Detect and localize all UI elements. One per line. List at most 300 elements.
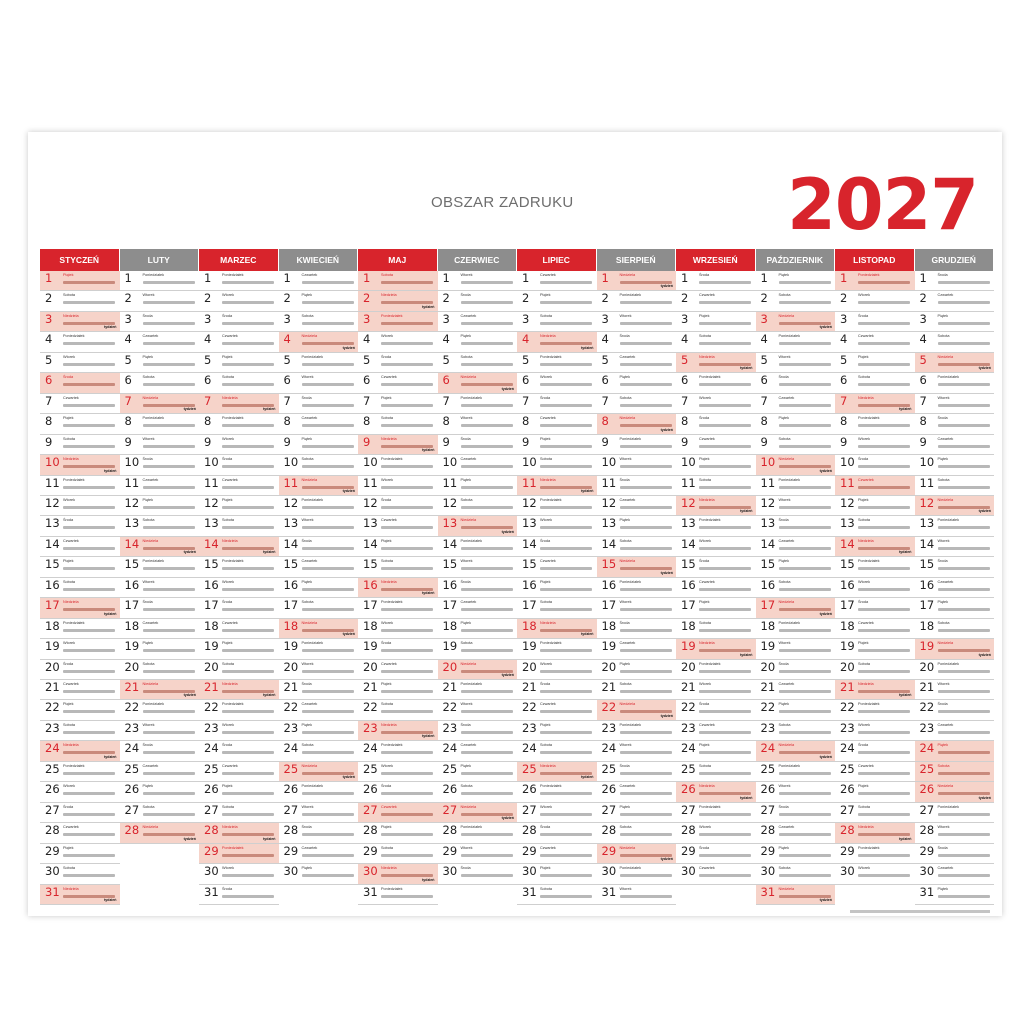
day-number: 31	[601, 884, 617, 899]
day-number: 25	[919, 761, 935, 776]
week-number: tydzień	[104, 754, 117, 759]
day-number: 13	[840, 516, 855, 531]
day-cell	[517, 312, 597, 332]
weekday-name: Czwartek	[699, 866, 715, 871]
day-number: 16	[363, 577, 378, 592]
weekday-name: Czwartek	[858, 763, 874, 768]
weekday-name: Sobota	[858, 661, 871, 666]
name-day-text	[938, 833, 990, 836]
weekday-name: Piątek	[63, 416, 74, 421]
name-day-text	[381, 772, 433, 775]
name-day-text	[461, 486, 513, 489]
name-day-text	[143, 792, 195, 795]
month-header: STYCZEŃ	[40, 249, 120, 271]
day-number: 30	[919, 864, 935, 879]
weekday-name: Piątek	[540, 722, 551, 727]
day-number: 1	[124, 271, 132, 285]
name-day-text	[779, 506, 831, 509]
weekday-name: Poniedziałek	[142, 702, 165, 707]
day-cell	[915, 578, 995, 598]
day-cell	[756, 741, 836, 761]
name-day-text	[699, 854, 751, 857]
name-day-text	[938, 486, 990, 489]
day-cell	[835, 864, 915, 884]
name-day-text	[779, 547, 831, 550]
day-number: 28	[840, 823, 855, 838]
weekday-name: Niedziela	[937, 354, 954, 359]
weekday-name: Czwartek	[301, 845, 318, 850]
name-day-text	[222, 465, 274, 468]
name-day-text	[699, 751, 751, 754]
weekday-name: Piątek	[63, 559, 74, 564]
day-cell	[120, 291, 200, 311]
day-cell	[40, 803, 120, 823]
day-number: 27	[522, 802, 537, 817]
day-cell	[438, 700, 518, 720]
name-day-text	[779, 486, 831, 489]
day-cell	[835, 557, 915, 577]
day-number: 30	[204, 864, 219, 879]
weekday-name: Niedziela	[381, 293, 397, 298]
day-cell	[597, 476, 677, 496]
name-day-text	[779, 670, 831, 673]
name-day-text	[938, 526, 990, 529]
weekday-name: Poniedziałek	[381, 457, 403, 462]
day-cell	[120, 823, 200, 843]
name-day-text	[779, 567, 831, 570]
day-cell	[120, 271, 200, 291]
weekday-name: Poniedziałek	[937, 661, 960, 666]
day-cell	[358, 312, 438, 332]
day-cell	[40, 291, 120, 311]
day-cell	[279, 660, 359, 680]
day-cell	[676, 864, 756, 884]
weekday-name: Wtorek	[301, 375, 314, 380]
weekday-name: Poniedziałek	[460, 395, 483, 400]
name-day-text	[302, 874, 354, 877]
name-day-text	[938, 281, 990, 284]
weekday-name: Poniedziałek	[301, 784, 324, 789]
day-cell	[358, 557, 438, 577]
weekday-name: Czwartek	[142, 763, 159, 768]
name-day-text	[779, 526, 831, 529]
weekday-name: Środa	[699, 702, 710, 707]
name-day-text	[620, 404, 672, 407]
name-day-text	[540, 731, 592, 734]
day-number: 11	[681, 475, 696, 490]
name-day-text	[620, 342, 672, 345]
weekday-name: Środa	[858, 457, 869, 462]
weekday-name: Niedziela	[301, 763, 318, 768]
day-cell	[199, 639, 279, 659]
day-cell	[915, 598, 995, 618]
day-cell	[279, 721, 359, 741]
name-day-text	[302, 424, 354, 427]
day-cell	[835, 414, 915, 434]
day-number: 17	[45, 598, 60, 613]
name-day-text	[302, 322, 354, 325]
weekday-name: Niedziela	[142, 825, 159, 830]
weekday-name: Środa	[540, 395, 551, 400]
day-number: 9	[204, 434, 212, 449]
day-cell	[915, 271, 995, 291]
day-cell	[279, 803, 359, 823]
day-number: 27	[45, 802, 60, 817]
weekday-name: Środa	[381, 641, 392, 646]
weekday-name: Czwartek	[540, 845, 556, 850]
name-day-text	[699, 731, 751, 734]
name-day-text	[699, 833, 751, 836]
day-cell	[517, 394, 597, 414]
day-number: 13	[919, 516, 935, 531]
day-number: 20	[760, 659, 776, 674]
weekday-name: Środa	[858, 313, 869, 318]
day-cell	[279, 844, 359, 864]
name-day-text	[858, 506, 910, 509]
name-day-text	[620, 465, 672, 468]
day-cell	[915, 332, 995, 352]
day-cell	[279, 271, 359, 291]
day-cell	[199, 741, 279, 761]
day-cell	[40, 885, 120, 905]
name-day-text	[779, 588, 831, 591]
day-number: 19	[45, 639, 60, 654]
day-number: 24	[601, 741, 617, 756]
day-number: 7	[919, 393, 927, 408]
day-number: 10	[363, 455, 378, 470]
day-number: 8	[124, 414, 132, 429]
day-cell	[517, 476, 597, 496]
weekday-name: Niedziela	[301, 477, 318, 482]
day-cell	[597, 332, 677, 352]
weekday-name: Środa	[699, 559, 710, 564]
name-day-text	[461, 506, 513, 509]
day-number: 11	[124, 475, 140, 490]
name-day-text	[222, 731, 274, 734]
day-cell	[40, 639, 120, 659]
day-number: 25	[681, 761, 696, 776]
name-day-text	[779, 854, 831, 857]
day-cell	[756, 332, 836, 352]
weekday-name: Środa	[540, 825, 551, 830]
month-header: WRZESIEŃ	[676, 249, 756, 271]
weekday-name: Niedziela	[778, 886, 795, 891]
weekday-name: Poniedziałek	[858, 559, 880, 564]
name-day-text	[461, 710, 513, 713]
weekday-name: Czwartek	[699, 436, 715, 441]
week-number: tydzień	[183, 407, 196, 412]
month-header: PAŹDZIERNIK	[756, 249, 836, 271]
name-day-text	[461, 342, 513, 345]
weekday-name: Niedziela	[858, 395, 874, 400]
day-number: 9	[45, 434, 53, 449]
day-number: 21	[522, 680, 537, 695]
day-number: 24	[681, 741, 696, 756]
weekday-name: Sobota	[63, 866, 76, 871]
name-day-text	[779, 731, 831, 734]
day-number: 15	[681, 557, 696, 572]
name-day-text	[143, 301, 195, 304]
weekday-name: Sobota	[619, 538, 632, 543]
weekday-name: Sobota	[460, 641, 473, 646]
day-cell	[756, 557, 836, 577]
weekday-name: Piątek	[460, 763, 472, 768]
day-cell	[597, 271, 677, 291]
day-cell	[517, 864, 597, 884]
day-cell	[597, 516, 677, 536]
day-number: 5	[283, 352, 291, 367]
day-number: 28	[681, 823, 696, 838]
weekday-name: Wtorek	[619, 600, 632, 605]
day-number: 16	[124, 577, 140, 592]
day-cell	[835, 476, 915, 496]
weekday-name: Czwartek	[619, 784, 636, 789]
day-number: 31	[204, 884, 219, 899]
day-number: 17	[601, 598, 617, 613]
day-cell	[517, 537, 597, 557]
name-day-text	[381, 629, 433, 632]
weekday-name: Poniedziałek	[858, 416, 880, 421]
weekday-name: Niedziela	[63, 743, 79, 748]
day-cell	[120, 353, 200, 373]
weekday-name: Wtorek	[460, 559, 473, 564]
weekday-name: Poniedziałek	[699, 661, 721, 666]
weekday-name: Czwartek	[937, 722, 954, 727]
day-cell	[438, 476, 518, 496]
weekday-name: Wtorek	[540, 518, 553, 523]
weekday-name: Poniedziałek	[858, 845, 880, 850]
day-cell	[40, 660, 120, 680]
name-day-text	[461, 301, 513, 304]
weekday-name: Niedziela	[540, 763, 556, 768]
day-number: 31	[45, 884, 60, 899]
day-cell	[517, 721, 597, 741]
day-number: 8	[522, 414, 530, 429]
day-number: 24	[363, 741, 378, 756]
day-cell	[915, 373, 995, 393]
day-number: 1	[760, 271, 768, 285]
day-cell	[120, 700, 200, 720]
day-cell	[676, 332, 756, 352]
day-number: 6	[204, 373, 212, 388]
day-cell	[438, 680, 518, 700]
day-number: 11	[840, 475, 855, 490]
day-number: 25	[283, 761, 299, 776]
day-number: 10	[124, 455, 140, 470]
day-cell	[835, 700, 915, 720]
day-number: 17	[919, 598, 935, 613]
name-day-text	[63, 854, 115, 857]
day-cell	[835, 373, 915, 393]
name-day-text	[620, 486, 672, 489]
day-number: 18	[681, 618, 696, 633]
day-cell	[915, 455, 995, 475]
day-cell	[120, 496, 200, 516]
weekday-name: Wtorek	[937, 682, 950, 687]
name-day-text	[143, 649, 195, 652]
name-day-text	[302, 710, 354, 713]
day-cell	[756, 414, 836, 434]
day-cell	[199, 578, 279, 598]
name-day-text	[938, 301, 990, 304]
name-day-text	[858, 465, 910, 468]
weekday-name: Wtorek	[778, 354, 791, 359]
weekday-name: Sobota	[778, 579, 791, 584]
weekday-name: Czwartek	[301, 416, 318, 421]
day-number: 28	[919, 823, 935, 838]
weekday-name: Środa	[937, 845, 948, 850]
day-cell	[40, 353, 120, 373]
name-day-text	[540, 792, 592, 795]
name-day-text	[699, 383, 751, 386]
day-cell	[597, 864, 677, 884]
name-day-text	[143, 486, 195, 489]
day-cell	[199, 537, 279, 557]
weekday-name: Niedziela	[699, 784, 715, 789]
day-cell	[756, 496, 836, 516]
day-cell	[676, 557, 756, 577]
day-number: 21	[45, 680, 60, 695]
empty-cell	[438, 885, 518, 905]
weekday-name: Sobota	[858, 804, 871, 809]
day-number: 21	[204, 680, 219, 695]
day-cell	[358, 864, 438, 884]
name-day-text	[222, 854, 274, 857]
day-number: 20	[45, 659, 60, 674]
day-number: 3	[283, 311, 291, 326]
weekday-name: Sobota	[63, 293, 76, 298]
day-cell	[279, 598, 359, 618]
day-number: 6	[681, 373, 689, 388]
weekday-name: Poniedziałek	[222, 845, 244, 850]
name-day-text	[143, 424, 195, 427]
weekday-name: Piątek	[381, 538, 392, 543]
day-cell	[676, 476, 756, 496]
name-day-text	[143, 670, 195, 673]
name-day-text	[63, 383, 115, 386]
weekday-name: Niedziela	[142, 538, 159, 543]
weekday-name: Poniedziałek	[460, 538, 483, 543]
day-cell	[676, 312, 756, 332]
name-day-text	[858, 772, 910, 775]
name-day-text	[540, 363, 592, 366]
day-number: 22	[919, 700, 935, 715]
day-cell	[40, 271, 120, 291]
name-day-text	[938, 342, 990, 345]
day-number: 1	[283, 271, 291, 285]
day-cell	[358, 394, 438, 414]
day-cell	[120, 557, 200, 577]
name-day-text	[381, 854, 433, 857]
week-number: tydzień	[422, 734, 435, 739]
day-cell	[40, 394, 120, 414]
week-number: tydzień	[581, 488, 594, 493]
week-number: tydzień	[978, 795, 991, 800]
day-cell	[756, 578, 836, 598]
day-cell	[756, 476, 836, 496]
weekday-name: Piątek	[937, 743, 949, 748]
day-cell	[279, 496, 359, 516]
name-day-text	[63, 710, 115, 713]
day-number: 22	[760, 700, 776, 715]
weekday-name: Niedziela	[540, 620, 556, 625]
weekday-name: Czwartek	[381, 661, 397, 666]
weekday-name: Sobota	[937, 477, 950, 482]
weekday-name: Niedziela	[222, 538, 238, 543]
day-cell	[756, 639, 836, 659]
weekday-name: Czwartek	[222, 620, 238, 625]
name-day-text	[63, 670, 115, 673]
name-day-text	[381, 486, 433, 489]
day-number: 10	[522, 455, 537, 470]
week-number: tydzień	[581, 345, 594, 350]
day-cell	[597, 844, 677, 864]
day-cell	[756, 271, 836, 291]
day-number: 4	[283, 332, 291, 347]
day-number: 3	[522, 311, 530, 326]
weekday-name: Czwartek	[460, 743, 477, 748]
day-number: 21	[363, 680, 378, 695]
weekday-name: Sobota	[540, 600, 553, 605]
day-number: 25	[363, 761, 378, 776]
name-day-text	[699, 445, 751, 448]
day-cell	[279, 741, 359, 761]
weekday-name: Wtorek	[778, 497, 791, 502]
name-day-text	[381, 506, 433, 509]
day-number: 30	[283, 864, 299, 879]
weekday-name: Środa	[540, 682, 551, 687]
day-cell	[40, 700, 120, 720]
weekday-name: Poniedziałek	[937, 804, 960, 809]
day-number: 6	[840, 373, 848, 388]
weekday-name: Środa	[937, 702, 948, 707]
day-number: 30	[45, 864, 60, 879]
day-cell	[438, 844, 518, 864]
weekday-name: Wtorek	[619, 886, 632, 891]
weekday-name: Sobota	[699, 763, 712, 768]
day-number: 3	[124, 311, 132, 326]
day-cell	[358, 373, 438, 393]
day-number: 7	[760, 393, 768, 408]
name-day-text	[461, 772, 513, 775]
month-header: LUTY	[120, 249, 200, 271]
weekday-name: Piątek	[222, 354, 233, 359]
day-number: 28	[204, 823, 219, 838]
day-number: 5	[363, 352, 371, 367]
name-day-text	[461, 322, 513, 325]
weekday-name: Poniedziałek	[778, 477, 801, 482]
week-number: tydzień	[819, 468, 832, 473]
weekday-name: Środa	[858, 743, 869, 748]
weekday-name: Piątek	[301, 436, 313, 441]
day-cell	[120, 332, 200, 352]
empty-cell	[279, 885, 359, 905]
weekday-name: Wtorek	[301, 804, 314, 809]
name-day-text	[540, 670, 592, 673]
day-cell	[199, 455, 279, 475]
weekday-name: Wtorek	[619, 743, 632, 748]
name-day-text	[381, 813, 433, 816]
day-cell	[835, 619, 915, 639]
month-header: LIPIEC	[517, 249, 597, 271]
name-day-text	[381, 322, 433, 325]
day-cell	[517, 741, 597, 761]
day-cell	[279, 476, 359, 496]
day-number: 13	[681, 516, 696, 531]
weekday-name: Sobota	[381, 845, 394, 850]
weekday-name: Poniedziałek	[619, 436, 642, 441]
day-number: 24	[442, 741, 458, 756]
